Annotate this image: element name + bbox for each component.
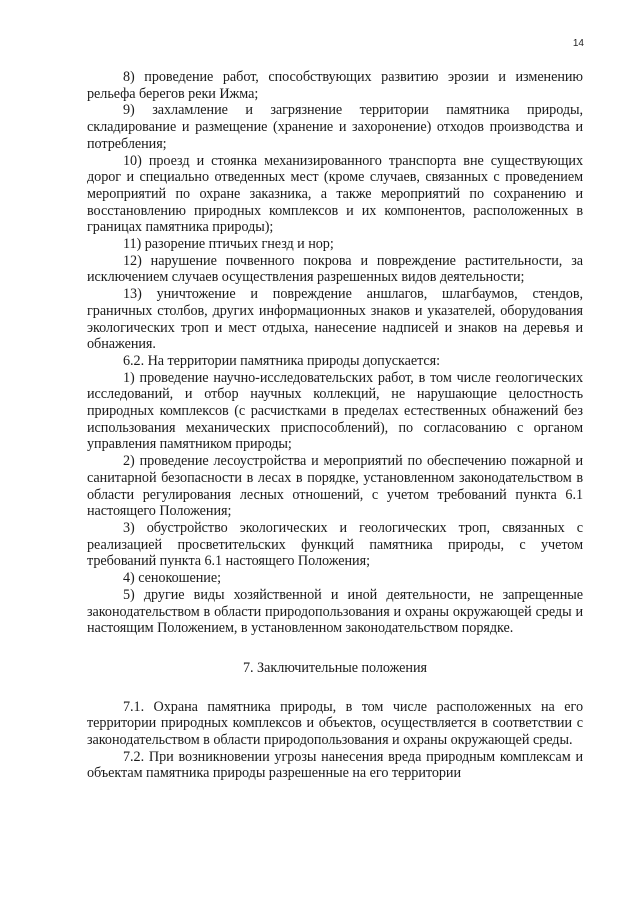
paragraph-allowed-5: 5) другие виды хозяйственной и иной деятельности, не запрещенные законодательством в области природопользования и охраны окружающей среды и настоящим Положением, в установленном законодательством порядке. bbox=[87, 586, 583, 637]
paragraph-allowed-4: 4) сенокошение; bbox=[123, 570, 221, 587]
paragraph-allowed-3: 3) обустройство экологических и геологических троп, связанных с реализацией просветительских функций памятника природы, с учетом требований пункта 6.1 настоящего Положения; bbox=[87, 519, 583, 570]
section-heading: 7. Заключительные положения bbox=[243, 659, 427, 676]
paragraph-item-9: 9) захламление и загрязнение территории памятника природы, складирование и размещение (хранение и захоронение) отходов производства и потребления; bbox=[87, 102, 583, 152]
paragraph-allowed-2: 2) проведение лесоустройства и мероприятий по обеспечению пожарной и санитарной безопасности в лесах в порядке, установленном законодательством в области регулирования лесных отношений, с учетом требований пункта 6.1 настоящего Положения; bbox=[87, 453, 583, 520]
paragraph-6-2: 6.2. На территории памятника природы допускается: bbox=[123, 352, 441, 369]
paragraph-item-10: 10) проезд и стоянка механизированного транспорта вне существующих дорог и специально отведенных мест (кроме случаев, связанных с проведением мероприятий по охране заказника, а также мероприятий по сохранению и восстановлению природных комплексов и их компонентов, расположенных в границах памятника природы); bbox=[87, 152, 583, 236]
paragraph-allowed-1: 1) проведение научно-исследовательских работ, в том числе геологических исследований, и отбор научных коллекций, не нарушающие целостность природных комплексов (с расчистками в пределах естественных обнажений без использования механических приспособлений), по согласованию с органом управления памятником природы; bbox=[87, 369, 583, 453]
paragraph-7-2: 7.2. При возникновении угрозы нанесения вреда природным комплексам и объектам памятника природы разрешенные на его территории bbox=[87, 748, 583, 782]
paragraph-item-11: 11) разорение птичьих гнезд и нор; bbox=[123, 236, 334, 253]
paragraph-item-8: 8) проведение работ, способствующих развитию эрозии и изменению рельефа берегов реки Ижма; bbox=[87, 69, 583, 102]
page-number: 14 bbox=[572, 38, 584, 49]
document-body bbox=[87, 69, 583, 782]
paragraph-item-13: 13) уничтожение и повреждение аншлагов, шлагбаумов, стендов, граничных столбов, других информационных знаков и указателей, оборудования экологических троп и мест отдыха, нанесение надписей и знаков на деревья и обнажения. bbox=[87, 286, 583, 353]
paragraph-item-12: 12) нарушение почвенного покрова и повреждение растительности, за исключением случаев осуществления разрешенных видов деятельности; bbox=[87, 252, 583, 286]
paragraph-7-1: 7.1. Охрана памятника природы, в том числе расположенных на его территории природных комплексов и объектов, осуществляется в соответствии с законодательством в области природопользования и охраны окружающей среды. bbox=[87, 698, 583, 749]
